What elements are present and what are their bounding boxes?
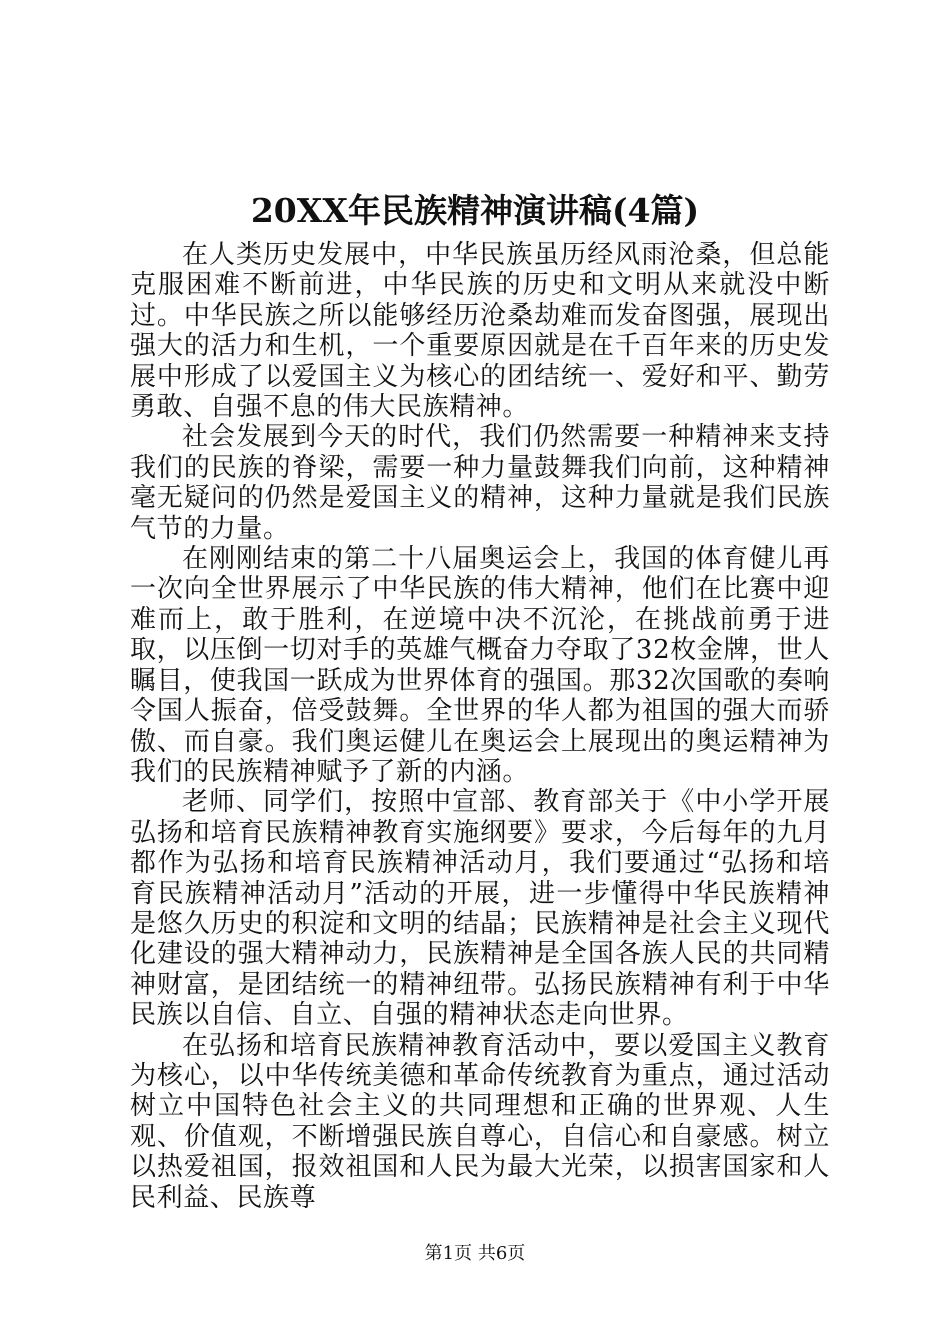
paragraph-5: 在弘扬和培育民族精神教育活动中，要以爱国主义教育为核心，以中华传统美德和革命传统教育为重点，通过活动树立中国特色社会主义的共同理想和正确的世界观、人生观、价值观，不断增强民族自尊心，自信心和自豪感。树立以热爱祖国，报效祖国和人民为最大光荣，以损害国家和人民利益、民族尊 bbox=[130, 1030, 830, 1213]
document-title: 20XX年民族精神演讲稿(4篇) bbox=[250, 191, 700, 230]
document-body bbox=[130, 240, 830, 1213]
paragraph-4: 老师、同学们，按照中宣部、教育部关于《中小学开展弘扬和培育民族精神教育实施纲要》要求，今后每年的九月都作为弘扬和培育民族精神活动月，我们要通过“弘扬和培育民族精神活动月”活动的开展，进一步懂得中华民族精神是悠久历史的积淀和文明的结晶；民族精神是社会主义现代化建设的强大精神动力，民族精神是全国各族人民的共同精神财富，是团结统一的精神纽带。弘扬民族精神有利于中华民族以自信、自立、自强的精神状态走向世界。 bbox=[130, 787, 830, 1031]
page-number-footer: 第1页 共6页 bbox=[424, 1243, 526, 1264]
paragraph-3: 在刚刚结束的第二十八届奥运会上，我国的体育健儿再一次向全世界展示了中华民族的伟大精神，他们在比赛中迎难而上，敢于胜利，在逆境中决不沉沦，在挑战前勇于进取，以压倒一切对手的英雄气概奋力夺取了32枚金牌，世人瞩目，使我国一跃成为世界体育的强国。那32次国歌的奏响令国人振奋，倍受鼓舞。全世界的华人都为祖国的强大而骄傲、而自豪。我们奥运健儿在奥运会上展现出的奥运精神为我们的民族精神赋予了新的内涵。 bbox=[130, 544, 830, 787]
paragraph-2: 社会发展到今天的时代，我们仍然需要一种精神来支持我们的民族的脊梁，需要一种力量鼓舞我们向前，这种精神毫无疑问的仍然是爱国主义的精神，这种力量就是我们民族气节的力量。 bbox=[130, 422, 830, 544]
paragraph-1: 在人类历史发展中，中华民族虽历经风雨沧桑，但总能克服困难不断前进，中华民族的历史和文明从来就没中断过。中华民族之所以能够经历沧桑劫难而发奋图强，展现出强大的活力和生机，一个重要原因就是在千百年来的历史发展中形成了以爱国主义为核心的团结统一、爱好和平、勤劳勇敢、自强不息的伟大民族精神。 bbox=[130, 240, 830, 423]
